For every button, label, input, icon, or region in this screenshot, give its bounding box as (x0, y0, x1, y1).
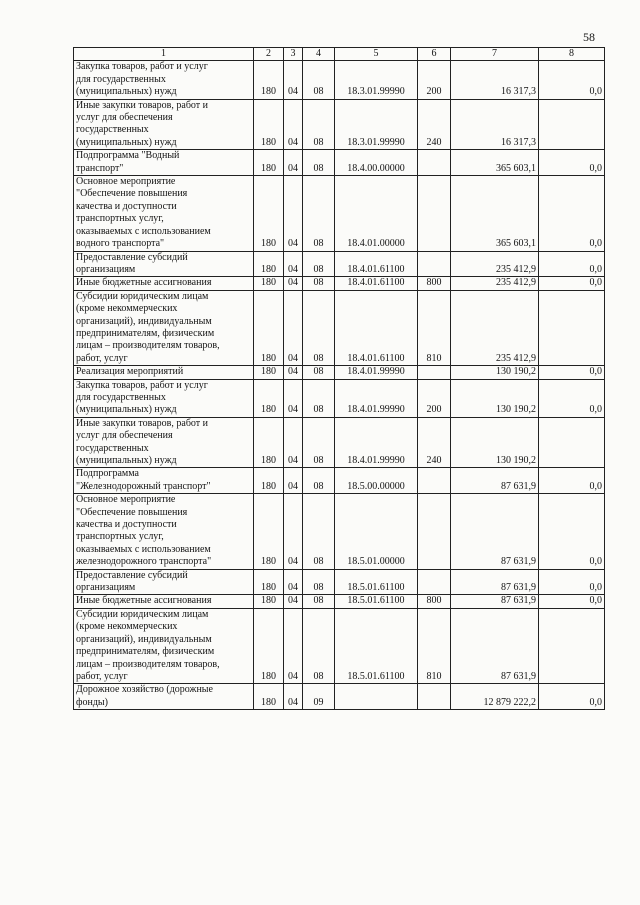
subsection-code-cell: 08 (303, 277, 335, 290)
description-line: Закупка товаров, работ и услуг (76, 379, 208, 391)
row-description (74, 608, 254, 683)
table-row (74, 251, 605, 277)
description-line: (муниципальных) нужд (76, 404, 177, 416)
amount-change-cell: 0,0 (539, 61, 605, 99)
amount-2018-cell: 235 412,9 (451, 251, 539, 277)
description-line: для государственных (76, 391, 166, 403)
ved-code-cell: 180 (254, 569, 284, 595)
page-number: 58 (583, 30, 595, 44)
subsection-code-cell: 08 (303, 569, 335, 595)
expense-type-code-cell (418, 569, 451, 595)
description-line: организаций), индивидуальным (76, 633, 212, 645)
ved-code-cell: 180 (254, 595, 284, 608)
expense-type-code-cell (418, 176, 451, 251)
description-line: Реализация мероприятий (76, 366, 184, 378)
section-code-cell: 04 (284, 61, 303, 99)
amount-2018-cell: 87 631,9 (451, 608, 539, 683)
amount-2018-cell: 130 190,2 (451, 417, 539, 468)
target-article-code-cell: 18.5.00.00000 (335, 468, 418, 494)
ved-code-cell: 180 (254, 366, 284, 379)
description-line: Дорожное хозяйство (дорожные (76, 684, 213, 696)
description-line: фонды) (76, 696, 108, 708)
expense-type-code-cell: 800 (418, 277, 451, 290)
ved-code-cell: 180 (254, 468, 284, 494)
description-line: услуг для обеспечения (76, 112, 173, 124)
description-line: "Железнодорожный транспорт" (76, 480, 211, 492)
target-article-code-cell: 18.4.01.99990 (335, 417, 418, 468)
description-line: Иные бюджетные ассигнования (76, 277, 212, 289)
description-line: транспорт" (76, 162, 124, 174)
target-article-code-cell: 18.4.01.61100 (335, 277, 418, 290)
row-description (74, 366, 254, 379)
description-line: Предоставление субсидий (76, 569, 188, 581)
expense-type-code-cell (418, 366, 451, 379)
description-line: (кроме некоммерческих (76, 303, 178, 315)
expense-type-code-cell (418, 494, 451, 569)
row-description (74, 277, 254, 290)
amount-2018-cell: 130 190,2 (451, 379, 539, 417)
amount-2018-cell: 12 879 222,2 (451, 684, 539, 710)
description-line: Подпрограмма (76, 468, 139, 480)
row-description (74, 251, 254, 277)
table-row (74, 417, 605, 468)
row-description (74, 417, 254, 468)
row-description (74, 290, 254, 365)
ved-code-cell: 180 (254, 417, 284, 468)
amount-change-cell: 0,0 (539, 176, 605, 251)
row-description (74, 176, 254, 251)
table-row (74, 366, 605, 379)
row-description (74, 61, 254, 99)
target-article-code-cell: 18.3.01.99990 (335, 99, 418, 150)
description-line: качества и доступности (76, 519, 177, 531)
expense-type-code-cell: 800 (418, 595, 451, 608)
ved-code-cell: 180 (254, 277, 284, 290)
description-line: лицам – производителям товаров, (76, 658, 220, 670)
table-row (74, 684, 605, 710)
amount-change-cell: 0,0 (539, 569, 605, 595)
target-article-code-cell: 18.4.01.61100 (335, 290, 418, 365)
header-cell: 2 (254, 48, 284, 61)
expense-type-code-cell: 810 (418, 608, 451, 683)
description-line: Иные закупки товаров, работ и (76, 417, 209, 429)
description-line: транспортных услуг, (76, 531, 164, 543)
expense-type-code-cell (418, 684, 451, 710)
section-code-cell: 04 (284, 251, 303, 277)
amount-2018-cell: 87 631,9 (451, 569, 539, 595)
amount-change-cell: 0,0 (539, 468, 605, 494)
subsection-code-cell: 08 (303, 176, 335, 251)
description-line: (муниципальных) нужд (76, 136, 177, 148)
amount-2018-cell: 16 317,3 (451, 99, 539, 150)
expense-type-code-cell: 810 (418, 290, 451, 365)
section-code-cell: 04 (284, 608, 303, 683)
ved-code-cell: 180 (254, 379, 284, 417)
description-line: для государственных (76, 73, 166, 85)
expense-type-code-cell (418, 468, 451, 494)
amount-2018-cell: 16 317,3 (451, 61, 539, 99)
description-line: (кроме некоммерческих (76, 621, 178, 633)
ved-code-cell: 180 (254, 684, 284, 710)
table-row (74, 99, 605, 150)
expense-type-code-cell: 240 (418, 417, 451, 468)
section-code-cell: 04 (284, 494, 303, 569)
description-line: Подпрограмма "Водный (76, 150, 180, 162)
description-line: Иные закупки товаров, работ и (76, 99, 209, 111)
subsection-code-cell: 08 (303, 99, 335, 150)
ved-code-cell: 180 (254, 494, 284, 569)
header-cell: 4 (303, 48, 335, 61)
target-article-code-cell: 18.4.01.99990 (335, 366, 418, 379)
amount-2018-cell: 130 190,2 (451, 366, 539, 379)
description-line: (муниципальных) нужд (76, 455, 177, 466)
target-article-code-cell: 18.4.01.00000 (335, 176, 418, 251)
header-cell: 8 (539, 48, 605, 61)
ved-code-cell: 180 (254, 290, 284, 365)
target-article-code-cell: 18.5.01.61100 (335, 595, 418, 608)
description-line: (муниципальных) нужд (76, 86, 177, 98)
row-description (74, 494, 254, 569)
description-line: организаций), индивидуальным (76, 315, 212, 327)
description-line: транспортных услуг, (76, 213, 164, 225)
section-code-cell: 04 (284, 176, 303, 251)
amount-2018-cell: 365 603,1 (451, 150, 539, 176)
table-row (74, 379, 605, 417)
description-line: Субсидии юридическим лицам (76, 608, 209, 620)
ved-code-cell: 180 (254, 99, 284, 150)
description-line: организациям (76, 582, 136, 594)
table-row (74, 150, 605, 176)
expense-type-code-cell (418, 251, 451, 277)
table-row (74, 569, 605, 595)
target-article-code-cell: 18.4.01.61100 (335, 251, 418, 277)
row-description (74, 150, 254, 176)
section-code-cell: 04 (284, 684, 303, 710)
ved-code-cell: 180 (254, 150, 284, 176)
amount-2018-cell: 235 412,9 (451, 277, 539, 290)
target-article-code-cell: 18.5.01.61100 (335, 608, 418, 683)
amount-2018-cell: 365 603,1 (451, 176, 539, 251)
expense-type-code-cell (418, 150, 451, 176)
ved-code-cell: 180 (254, 61, 284, 99)
section-code-cell: 04 (284, 569, 303, 595)
amount-2018-cell: 235 412,9 (451, 290, 539, 365)
subsection-code-cell: 08 (303, 468, 335, 494)
description-line: услуг для обеспечения (76, 430, 173, 442)
description-line: Закупка товаров, работ и услуг (76, 61, 208, 73)
header-cell: 6 (418, 48, 451, 61)
table-row (74, 468, 605, 494)
description-line: государственных (76, 442, 149, 454)
amount-2018-cell: 87 631,9 (451, 468, 539, 494)
expense-type-code-cell: 200 (418, 379, 451, 417)
expense-type-code-cell: 240 (418, 99, 451, 150)
description-line: государственных (76, 124, 149, 136)
section-code-cell: 04 (284, 417, 303, 468)
description-line: "Обеспечение повышения (76, 188, 188, 200)
subsection-code-cell: 08 (303, 150, 335, 176)
amount-change-cell: 0,0 (539, 379, 605, 417)
table-row (74, 176, 605, 251)
table-row (74, 595, 605, 608)
row-description (74, 684, 254, 710)
ved-code-cell: 180 (254, 176, 284, 251)
target-article-code-cell: 18.5.01.00000 (335, 494, 418, 569)
section-code-cell: 04 (284, 150, 303, 176)
amount-change-cell: 0,0 (539, 277, 605, 290)
expense-type-code-cell: 200 (418, 61, 451, 99)
row-description (74, 569, 254, 595)
description-line: предпринимателям, физическим (76, 327, 215, 339)
subsection-code-cell: 08 (303, 379, 335, 417)
description-line: лицам – производителям товаров, (76, 340, 220, 352)
subsection-code-cell: 08 (303, 608, 335, 683)
description-line: качества и доступности (76, 200, 177, 212)
row-description (74, 595, 254, 608)
description-line: работ, услуг (76, 352, 128, 364)
description-line: Субсидии юридическим лицам (76, 290, 209, 302)
section-code-cell: 04 (284, 99, 303, 150)
budget-table (73, 47, 605, 710)
description-line: железнодорожного транспорта" (76, 556, 212, 568)
subsection-code-cell: 09 (303, 684, 335, 710)
header-cell: 1 (74, 48, 254, 61)
amount-change-cell (539, 608, 605, 683)
table-row (74, 608, 605, 683)
amount-change-cell: 0,0 (539, 366, 605, 379)
description-line: Основное мероприятие (76, 494, 176, 506)
header-cell: 5 (335, 48, 418, 61)
description-line: Основное мероприятие (76, 176, 176, 188)
description-line: оказываемых с использованием (76, 225, 211, 237)
target-article-code-cell: 18.5.01.61100 (335, 569, 418, 595)
description-line: организациям (76, 263, 136, 275)
section-code-cell: 04 (284, 468, 303, 494)
amount-change-cell: 0,0 (539, 251, 605, 277)
target-article-code-cell: 18.4.01.99990 (335, 379, 418, 417)
description-line: "Обеспечение повышения (76, 506, 188, 518)
section-code-cell: 04 (284, 277, 303, 290)
amount-change-cell (539, 417, 605, 468)
row-description (74, 468, 254, 494)
target-article-code-cell (335, 684, 418, 710)
amount-change-cell: 0,0 (539, 494, 605, 569)
subsection-code-cell: 08 (303, 494, 335, 569)
ved-code-cell: 180 (254, 608, 284, 683)
table-row (74, 277, 605, 290)
amount-change-cell: 0,0 (539, 595, 605, 608)
amount-2018-cell: 87 631,9 (451, 494, 539, 569)
description-line: предпринимателям, физическим (76, 646, 215, 658)
table-row (74, 290, 605, 365)
table-row (74, 61, 605, 99)
amount-change-cell: 0,0 (539, 150, 605, 176)
subsection-code-cell: 08 (303, 290, 335, 365)
section-code-cell: 04 (284, 290, 303, 365)
table-header-row (74, 48, 605, 61)
section-code-cell: 04 (284, 366, 303, 379)
header-cell: 7 (451, 48, 539, 61)
description-line: работ, услуг (76, 670, 128, 682)
subsection-code-cell: 08 (303, 366, 335, 379)
description-line: водного транспорта" (76, 238, 165, 250)
table-row (74, 494, 605, 569)
description-line: Иные бюджетные ассигнования (76, 595, 212, 607)
target-article-code-cell: 18.4.00.00000 (335, 150, 418, 176)
amount-change-cell (539, 99, 605, 150)
description-line: Предоставление субсидий (76, 251, 188, 263)
section-code-cell: 04 (284, 595, 303, 608)
header-cell: 3 (284, 48, 303, 61)
target-article-code-cell: 18.3.01.99990 (335, 61, 418, 99)
amount-2018-cell: 87 631,9 (451, 595, 539, 608)
subsection-code-cell: 08 (303, 595, 335, 608)
row-description (74, 99, 254, 150)
subsection-code-cell: 08 (303, 61, 335, 99)
subsection-code-cell: 08 (303, 251, 335, 277)
amount-change-cell: 0,0 (539, 684, 605, 710)
subsection-code-cell: 08 (303, 417, 335, 468)
amount-change-cell (539, 290, 605, 365)
description-line: оказываемых с использованием (76, 543, 211, 555)
ved-code-cell: 180 (254, 251, 284, 277)
section-code-cell: 04 (284, 379, 303, 417)
row-description (74, 379, 254, 417)
